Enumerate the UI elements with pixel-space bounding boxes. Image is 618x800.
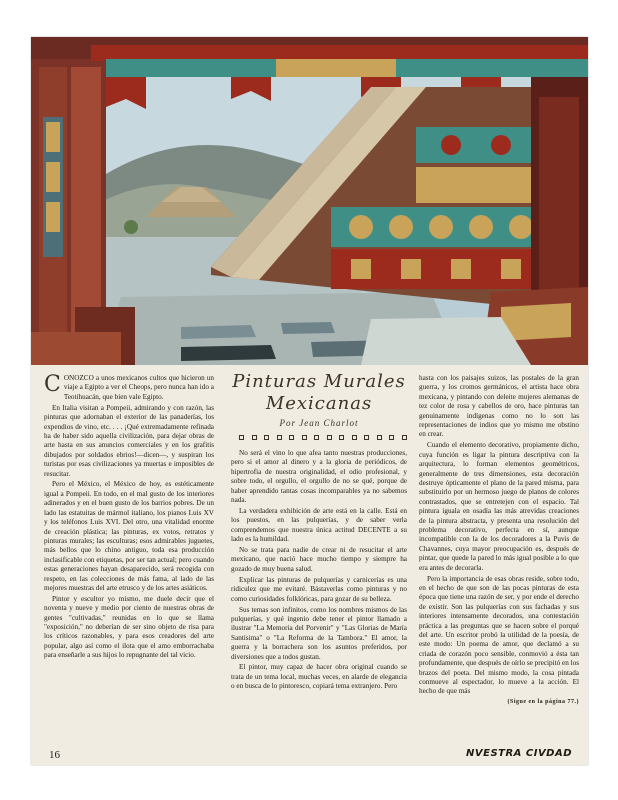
mural-illustration: [31, 37, 588, 365]
page-number: 16: [49, 749, 60, 761]
paragraph: En Italia visitan a Pompeii, admirando y con razón, las pinturas que adornaban el exterior de las panaderías, los expendios de vino, etc. . . . ¡Qué extremadamente refinada ha de haber sido aquella civilización, para dejar obras de arte hasta en sus anuncios comerciales y en los grafitis dibujados por soldados ebrios!—dicen—, y suspiran los turistas por esas civilizaciones ya muertas e imposibles de resucitar.: [44, 403, 214, 478]
article-title: [231, 371, 407, 428]
magazine-logo: NVESTRA CIVDAD: [466, 748, 573, 759]
drop-cap: C: [44, 372, 61, 397]
title-line-1: Pinturas Murales: [232, 371, 406, 392]
paragraph: Pero la importancia de esas obras reside, sobre todo, en el hecho de que son de las pocas pinturas de esta época que tiene una razón de ser, y por ende el derecho de existir. Son las pulquerías con sus fachadas y sus interiores intensamente decorados, una contestación práctica a las preguntas que se hacen sobre el porqué del arte. Un escritor probó la utilidad de la poesía, de este modo: Un poema de amor, que declamó a su criada de corazón poco sensible, conmovió a ésta tan profundamente, que después de oírlo se precipitó en los brazos del poeta. Del mismo modo, la cosa pintada conmueve al espectador, lo mueve a la acción. El hecho de que más: [419, 574, 579, 696]
paragraph: Explicar las pinturas de pulquerías y carnicerías es una ridiculez que me evitaré. Bástaverlas como pinturas y no como curiosidades folklóricas, para gozar de su belleza.: [231, 575, 407, 603]
paragraph: Sus temas son infinitos, como los nombres mismos de las pulquerías, y qué ingenio debe tener el pintor llamado a ilustrar "La Memoria del Porvenir" y "Las Glorias de María Santísima" o "La Reforma de la Tambora." El amor, la guerra y la borrachera son los asuntos preferidos, por diversiones que a todos gustan.: [231, 605, 407, 661]
continued-note: (Sigue en la página 77.): [507, 699, 579, 706]
paragraph: No será el vino lo que afea tanto nuestras producciones, pero si el amor al dinero y a la gloria de periódicos, de hipertrofia de nuestra originalidad, el odio profesional, y sobre todo, el orgullo, el orgullo de no se qué, porque de haber aprendido tantas cosas incomparables ya no sabemos nada.: [231, 449, 407, 505]
text-column-1: [44, 374, 214, 662]
paragraph: No se trata para nadie de crear ni de resucitar el arte mexicano, que nació hace mucho tiempo y siempre ha gozado de muy buena salud.: [231, 546, 407, 573]
title-line-2: Mexicanas: [265, 393, 373, 414]
paragraph: CONOZCO a unos mexicanos cultos que hicieron un viaje a Egipto a ver el Cheops, pero nunca han ido a Teotihuacán, que bien vale Egipto.: [44, 372, 214, 401]
paragraph: El pintor, muy capaz de hacer obra original cuando se trata de un tema local, muchas veces, en alarde de elegancia o en busca de lo pintoresco, copiará tema extranjero. Pero: [231, 663, 407, 691]
text-column-3: [419, 374, 579, 708]
paragraph: Cuando el elemento decorativo, propiamente dicho, cuya función es ligar la pintura descriptiva con la arquitectura, lo forman elementos geométricos, generalmente de tres dimensiones, esta decoración destruye ópticamente el plano de la pared misma, para substituirlo por un hermoso juego de planos de colores contrastados, que se entretejen con el espacio. Tal pintura iguala en osadía las más atrevidas creaciones de la pintura abstracta, y presenta una resolución del problema decorativo, perfecta en sí, aunque incompatible con la de los decoradores a la Puvis de Chavannes, cuya mayor preocupación es, después de pintar, que quede la pared lo más igual posible a lo que era antes de decorarla.: [419, 441, 579, 572]
magazine-page: [31, 37, 588, 765]
paragraph: Pero el México, el México de hoy, es estéticamente igual a Pompeii. En todo, en el mal gusto de los interiores adinerados y en el buen gusto de los barrios pobres. De un lado las estatuitas de mármol italiano, los pianos Luis XV y los teléfonos Luis XVI. Del otro, una vitalidad enorme de creación plástica; las pinturas, ex votos, retratos y pinturas murales; las esculturas; esos admirables juguetes, más bellos que lo chino antiguo, toda esa producción inclasificable con etiquetas, por ser tan actual; pero cuando estas generaciones hayan desaparecido, será recogida con respeto, en las colecciones de más fama, al lado de las mejores muestras del arte etrusco y de los artes asiáticos.: [44, 480, 214, 592]
paragraph: Pintor y escultor yo mismo, me duele decir que el noventa y nueve y medio por ciento de nuestras obras de gentes "cultivadas," reunidas en lo que se llama "exposición," no deberían de ser sino objeto de risa para los críticos razonables, y para esos creadores del arte popular, algo así como el ilota que el amo emborrachaba para enseñarle a sus hijos lo repugnante del tal vicio.: [44, 594, 214, 660]
decorative-squares: [239, 435, 407, 440]
text-column-2: [231, 449, 407, 693]
paragraph: hasta con los paisajes suizos, las postales de la gran guerra, y los cromos germánicos, el artista hace obra mexicana, y pintando con deleite mujeres alemanas de tez color de rosa y cabellos de oro, hace pinturas tan genuinamente indígenas como no lo son las representaciones de indios que yo mismo me obstino en crear.: [419, 374, 579, 439]
byline: Por Jean Charlot: [279, 418, 359, 428]
paragraph: La verdadera exhibición de arte está en la calle. Está en los puestos, en las pulquerías, y de saber verla comprendemos que nuestra única actitud DECENTE a su lado es la humildad.: [231, 506, 407, 544]
